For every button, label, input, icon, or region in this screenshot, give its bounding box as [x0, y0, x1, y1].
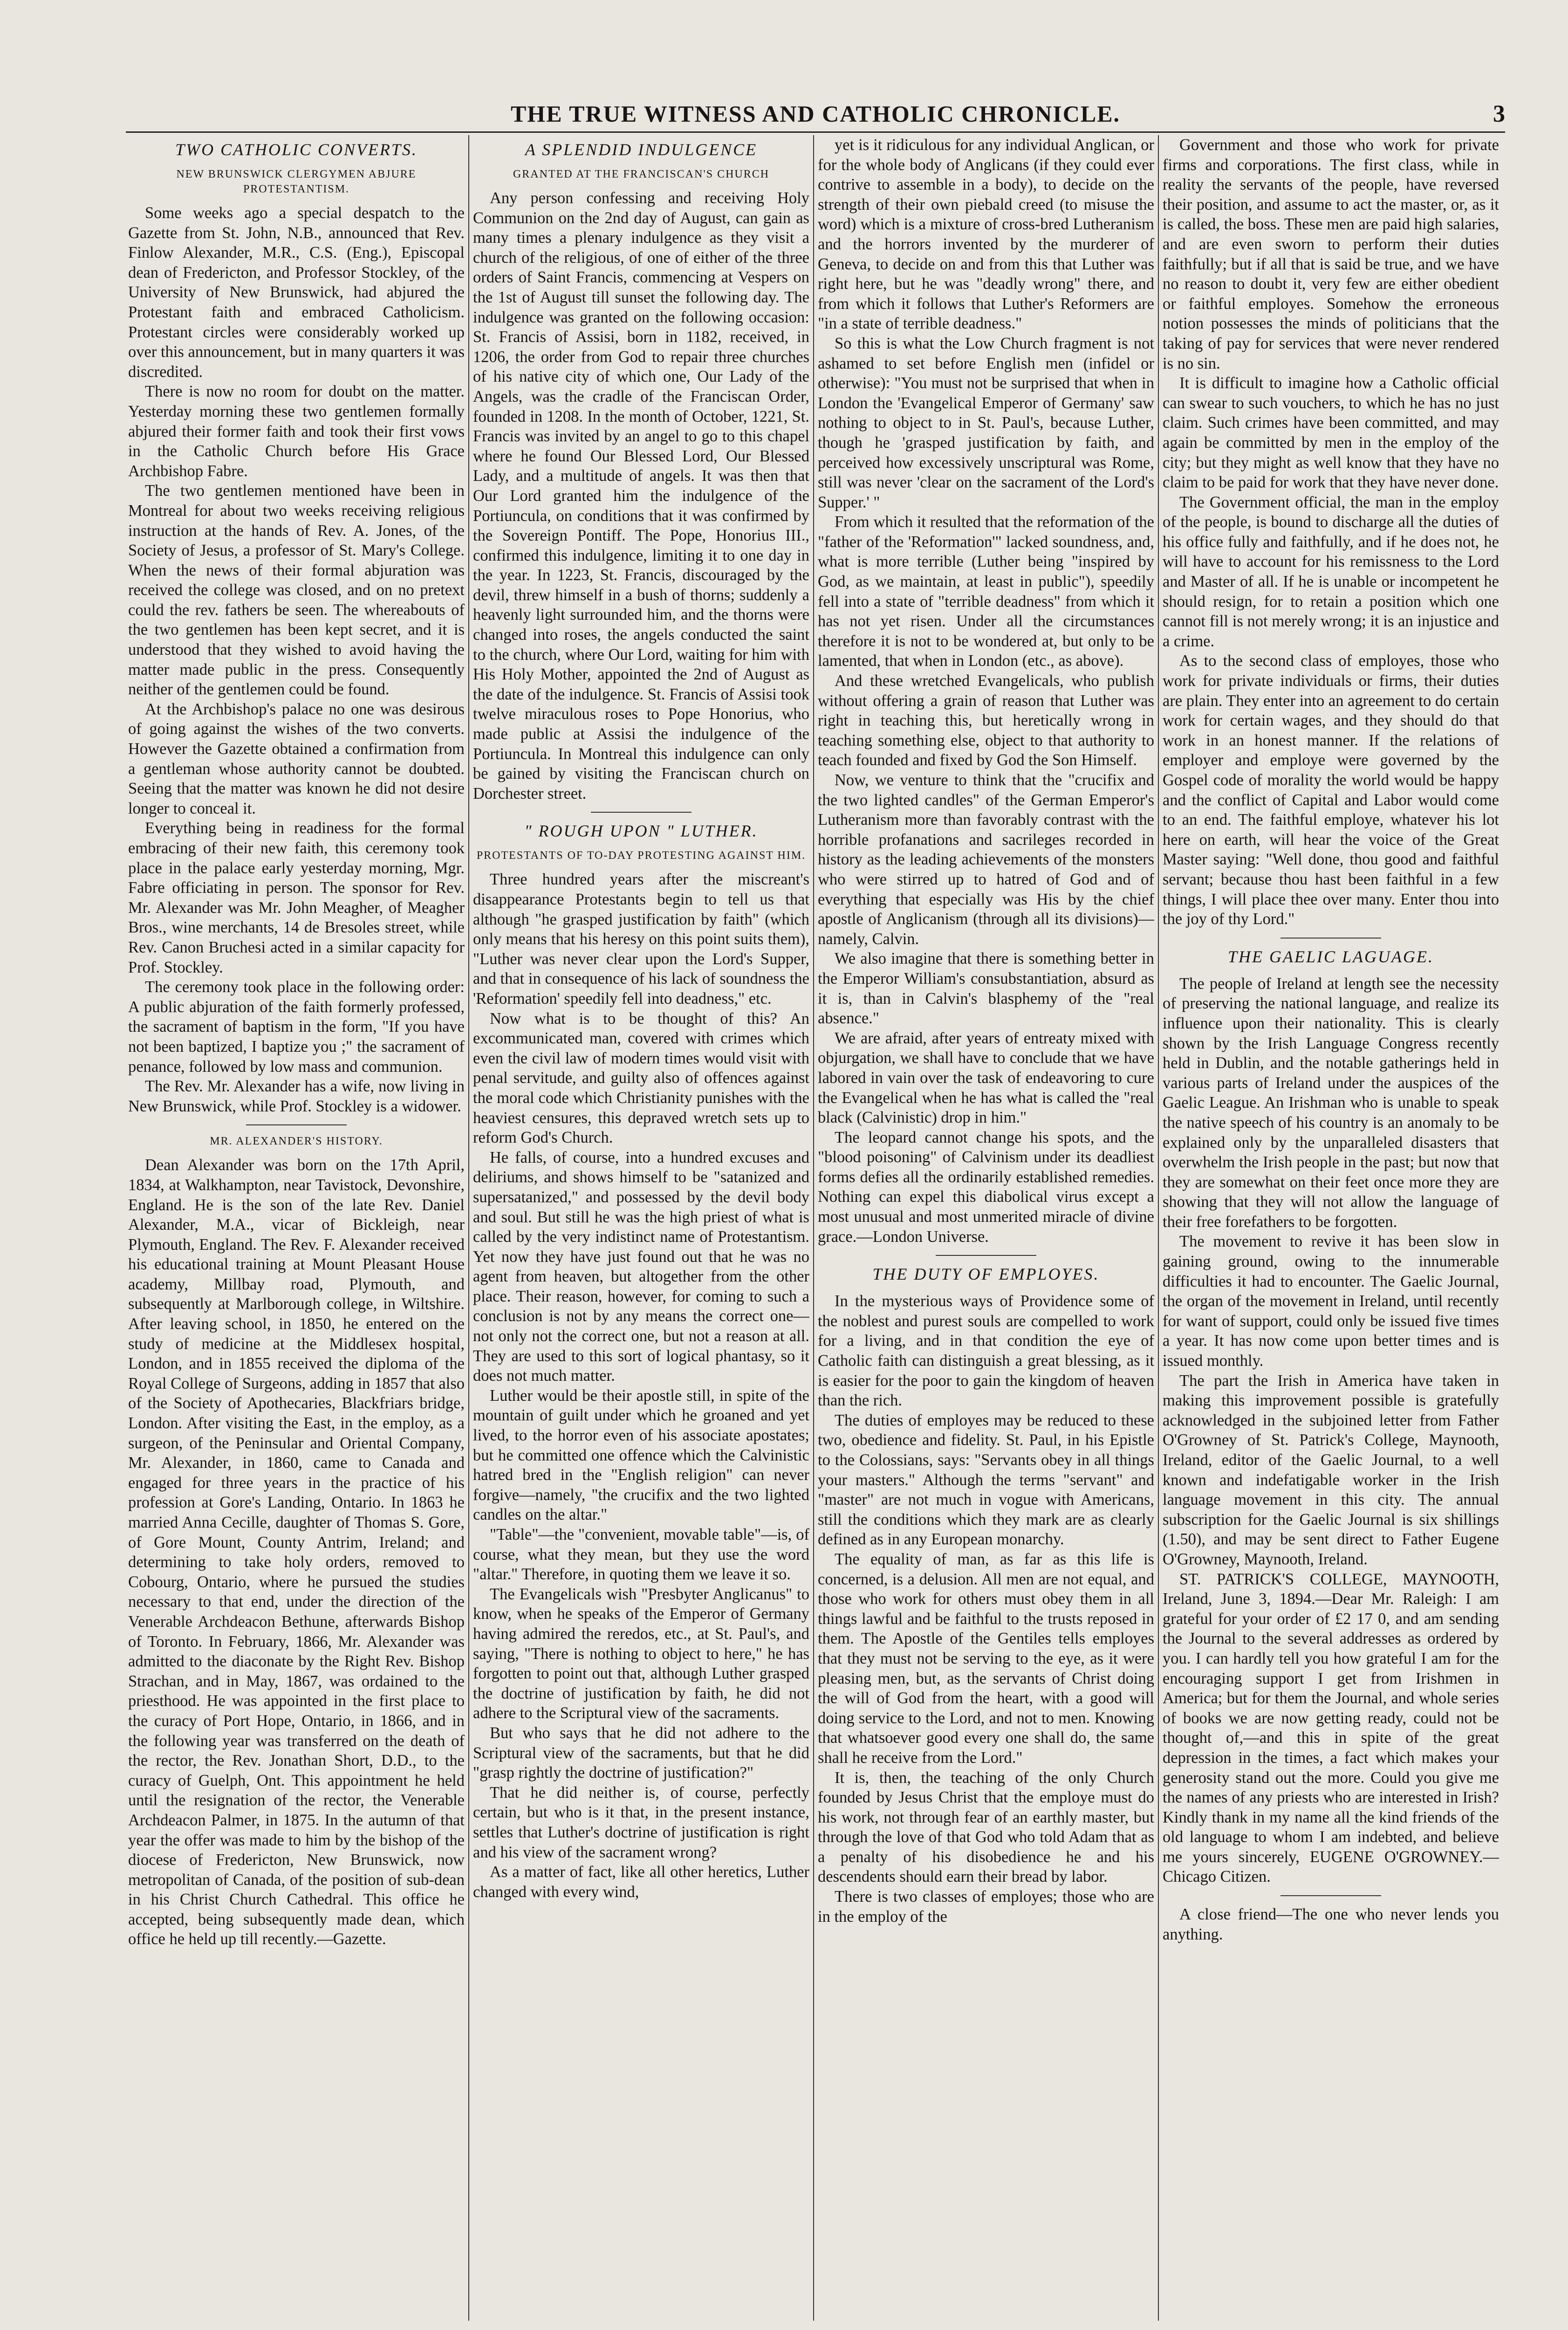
article-paragraph: There is now no room for doubt on the matter. Yesterday morning these two gentlemen formally abjured their former faith and took their first vows in the Catholic Church before His Grace Archbishop Fabre. [128, 383, 465, 480]
article-divider [591, 812, 692, 813]
article-headline: " ROUGH UPON " LUTHER. [524, 822, 758, 841]
column-1 [128, 135, 465, 2325]
article-paragraph: The ceremony took place in the following order: A public abjuration of the faith formerly professed, the sacrament of baptism in the form, "If you have not been baptized, I baptize you ;" the sacrament of penance, followed by low mass and communion. [128, 978, 465, 1076]
column-2 [473, 135, 809, 2325]
article-paragraph: The movement to revive it has been slow in gaining ground, owing to the innumerable difficulties it had to encounter. The Gaelic Journal, the organ of the movement in Ireland, until recently for want of support, could only be issued five times a year. It has now come upon better times and is issued monthly. [1163, 1233, 1499, 1370]
newspaper-title: THE TRUE WITNESS AND CATHOLIC CHRONICLE. [510, 101, 1121, 127]
column-4 [1163, 135, 1499, 2325]
article-paragraph: At the Archbishop's palace no one was desirous of going against the wishes of the two converts. However the Gazette obtained a confirmation from a gentleman whose authority cannot be doubted. Seeing that the matter was known he did not desire longer to conceal it. [128, 700, 465, 817]
article-paragraph: We also imagine that there is something better in the Emperor William's consubstantiation, absurd as it is, than in Calvin's blasphemy of the "real absence." [818, 950, 1154, 1028]
article-divider [936, 1255, 1037, 1256]
article-paragraph: Now what is to be thought of this? An excommunicated man, covered with crimes which even the civil law of modern times would visit with penal servitude, and guilty also of offences against the moral code which Christianity punishes with the heaviest censures, this depraved wretch sets up to reform God's Church. [473, 1009, 809, 1147]
article-headline: TWO CATHOLIC CONVERTS. [175, 140, 418, 159]
article-paragraph: Any person confessing and receiving Holy Communion on the 2nd day of August, can gain as many times a plenary indulgence as they visit a church of the religious, of one of either of the three orders of Saint Francis, commencing at Vespers on the 1st of August till sunset the following day. The indulgence was granted on the following occasion: St. Francis of Assisi, born in 1182, received, in 1206, the order from God to repair three churches of his native city of which one, Our Lady of the Angels, was the cradle of the Franciscan Order, founded in 1208. In the month of October, 1221, St. Francis was invited by an angel to go to this chapel where he found Our Blessed Lord, Our Blessed Lady, and a multitude of angels. It was then that Our Lord granted him the indulgence of the Portiuncula, on conditions that it was confirmed by the Sovereign Pontiff. The Pope, Honorius III., confirmed this indulgence, limiting it to one day in the year. In 1223, St. Francis, discouraged by the devil, threw himself in a bush of thorns; suddenly a heavenly light surrounded him, and the thorns were changed into roses, the angels conducted the saint to the church, where Our Lord, waiting for him with His Holy Mother, appointed the 2nd of August as the date of the indulgence. St. Francis of Assisi took twelve miraculous roses to Pope Honorius, who made public at Assisi the indulgence of the Portiuncula. In Montreal this indulgence can only be gained by visiting the Franciscan church on Dorchester street. [473, 189, 809, 802]
article-paragraph: The leopard cannot change his spots, and the "blood poisoning" of Calvinism under its deadliest forms defies all the ordinarily established remedies. Nothing can expel this diabolical virus except a most unusual and most unmerited miracle of divine grace.—London Universe. [818, 1128, 1154, 1246]
article-paragraph: Government and those who work for private firms and corporations. The first class, while in reality the servants of the people, have reversed their position, and assume to act the master, or, as it is called, the boss. These men are paid high salaries, and are even sworn to perform their duties faithfully; but if all that is said be true, and we have no reason to doubt it, very few are either obedient or faithful employes. Somehow the erroneous notion possesses the minds of politicians that the taking of pay for services that were never rendered is no sin. [1163, 136, 1499, 372]
column-3 [818, 135, 1154, 2325]
article-paragraph: "Table"—the "convenient, movable table"—is, of course, what they mean, but they use the word "altar." Therefore, in quoting them we leave it so. [473, 1526, 809, 1583]
article-paragraph: Dean Alexander was born on the 17th April, 1834, at Walkhampton, near Tavistock, Devonshire, England. He is the son of the late Rev. Daniel Alexander, M.A., vicar of Bickleigh, near Plymouth, England. The Rev. F. Alexander received his educational training at Mount Pleasant House academy, Millbay road, Plymouth, and subsequently at Marlborough college, in Wiltshire. After leaving school, in 1850, he entered on the study of medicine at the Middlesex hospital, London, and in 1855 received the diploma of the Royal College of Surgeons, adding in 1857 that also of the Society of Apothecaries, Blackfriars bridge, London. After visiting the East, in the employ, as a surgeon, of the Peninsular and Oriental Company, Mr. Alexander, in 1860, came to Canada and engaged for three years in the practice of his profession at Gore's Landing, Ontario. In 1863 he married Anna Cecille, daughter of Thomas S. Gore, of Gore Mount, County Antrim, Ireland; and determining to take holy orders, removed to Cobourg, Ontario, where he pursued the studies necessary to that end, under the direction of the Venerable Archdeacon Bethune, afterwards Bishop of Toronto. In February, 1866, Mr. Alexander was admitted to the diaconate by the Right Rev. Bishop Strachan, and in May, 1867, was ordained to the priesthood. He was appointed in the first place to the curacy of Port Hope, Ontario, in 1866, and in the following year was transferred on the death of the rector, the Rev. Jonathan Short, D.D., to the curacy of Guelph, Ont. This appointment he held until the resignation of the rector, the Venerable Archdeacon Palmer, in 1875. In the autumn of that year the offer was made to him by the bishop of the diocese of Fredericton, New Brunswick, now metropolitan of Canada, of the position of sub-dean in his Christ Church Cathedral. This office he accepted, being subsequently made dean, which office he held up till recently.—Gazette. [128, 1156, 465, 1948]
article-divider [246, 1124, 347, 1125]
column-divider [468, 135, 469, 2321]
masthead [126, 100, 1505, 128]
article-paragraph: But who says that he did not adhere to the Scriptural view of the sacraments, but that he did "grasp rightly the doctrine of justification?" [473, 1724, 809, 1782]
article-headline: THE DUTY OF EMPLOYES. [872, 1265, 1100, 1284]
article-paragraph: The Evangelicals wish "Presbyter Anglicanus" to know, when he speaks of the Emperor of Germany having admired the reredos, etc., at St. Paul's, and saying, "There is nothing to object to here," he has forgotten to point out that, although Luther grasped the doctrine of justification by faith, he did not adhere to the Scriptural view of the sacraments. [473, 1585, 809, 1722]
article-paragraph: Now, we venture to think that the "crucifix and the two lighted candles" of the German Emperor's Lutheranism more than favorably contrast with the horrible profanations and sacrileges recorded in history as the leading achievements of the monsters who were stirred up to hatred of God and of everything that especially was His by the chief apostle of Anglicanism (through all its divisions)—namely, Calvin. [818, 771, 1154, 948]
article-paragraph: ST. PATRICK'S COLLEGE, MAYNOOTH, Ireland, June 3, 1894.—Dear Mr. Raleigh: I am grateful for your order of £2 17 0, and am sending the Journal to the several addresses as ordered by you. I can hardly tell you how grateful I am for the encouraging support I get from Irishmen in America; but for them the Journal, and whole series of books we are now getting ready, could not be thought of,—and this in spite of the great depression in the times, a fact which makes your generosity stand out the more. Could you give me the names of any priests who are interested in Irish? Kindly thank in my name all the kind friends of the old language to whom I am indebted, and believe me yours sincerely, EUGENE O'GROWNEY.—Chicago Citizen. [1163, 1570, 1499, 1886]
article-paragraph: Some weeks ago a special despatch to the Gazette from St. John, N.B., announced that Rev. Finlow Alexander, M.R., C.S. (Eng.), Episcopal dean of Fredericton, and Professor Stockley, of the University of New Brunswick, had abjured the Protestant faith and embraced Catholicism. Protestant circles were considerably worked up over this announcement, but in many quarters it was discredited. [128, 204, 465, 381]
article-subhead: NEW BRUNSWICK CLERGYMEN ABJURE PROTESTANTISM. [176, 168, 417, 195]
article-paragraph: The two gentlemen mentioned have been in Montreal for about two weeks receiving religious instruction at the hands of Rev. A. Jones, of the Society of Jesus, a professor of St. Mary's College. When the news of their formal abjuration was received the college was closed, and on no pretext could the rev. fathers be seen. The whereabouts of the two gentlemen has been kept secret, and it is understood that they wished to avoid having the matter made public in the press. Consequently neither of the gentlemen could be found. [128, 482, 465, 699]
article-paragraph: And these wretched Evangelicals, who publish without offering a grain of reason that Luther was right in teaching this, but heretically wrong in teaching something else, object to that authority to teach founded and fixed by God the Son Himself. [818, 672, 1154, 769]
article-paragraph: Three hundred years after the miscreant's disappearance Protestants begin to tell us that although "he grasped justification by faith" (which only means that his heresy on this point suits them), "Luther was never clear upon the Lord's Supper, and that in consequence of his lack of soundness the 'Reformation' speedily fell into deadness," etc. [473, 870, 809, 1007]
article-paragraph: The equality of man, as far as this life is concerned, is a delusion. All men are not equal, and those who work for others must obey them in all things lawful and be faithful to the trusts reposed in them. The Apostle of the Gentiles tells employes that they must not be serving to the eye, as it were pleasing men, but, as the servants of Christ doing the will of God from the heart, with a good will doing service to the Lord, and not to men. Knowing that whatsoever good every one shall do, the same shall he receive from the Lord." [818, 1550, 1154, 1767]
article-paragraph: That he did neither is, of course, perfectly certain, but who is it that, in the present instance, settles that Luther's doctrine of justification is right and his view of the sacrament wrong? [473, 1783, 809, 1861]
article-paragraph: The duties of employes may be reduced to these two, obedience and fidelity. St. Paul, in his Epistle to the Colossians, says: "Servants obey in all things your masters." Although the terms "servant" and "master" are not much in vogue with Americans, still the conditions which they mark are as clearly defined as in any European monarchy. [818, 1411, 1154, 1549]
article-headline: A SPLENDID INDULGENCE [525, 140, 758, 159]
article-paragraph: The Rev. Mr. Alexander has a wife, now living in New Brunswick, while Prof. Stockley is a widower. [128, 1077, 465, 1115]
article-subhead: PROTESTANTS OF TO-DAY PROTESTING AGAINST HIM. [476, 850, 806, 862]
article-paragraph: So this is what the Low Church fragment is not ashamed to set before English men (infidel or otherwise): "You must not be surprised that when in London the 'Evangelical Emperor of Germany' saw nothing to object to in St. Paul's, because Luther, though he 'grasped justification by faith, and perceived how excessively unscriptural was Rome, still was never 'clear on the sacrament of the Lord's Supper.' " [818, 334, 1154, 511]
article-subhead: MR. ALEXANDER'S HISTORY. [210, 1135, 383, 1148]
article-subhead: GRANTED AT THE FRANCISCAN'S CHURCH [513, 168, 770, 180]
article-paragraph: From which it resulted that the reformation of the "father of the 'Reformation'" lacked soundness, and, what is more terrible (Luther being "inspired by God, as we maintain, at least in public"), speedily fell into a state of "terrible deadness" from which it has not yet risen. Under all the circumstances therefore it is not to be wondered at, but only to be lamented, that when in London (etc., as above). [818, 513, 1154, 670]
article-paragraph: It is difficult to imagine how a Catholic official can swear to such vouchers, to which he has no just claim. Such crimes have been committed, and may again be committed by men in the employ of the city; but they might as well know that they have no claim to be paid for work that they have never done. [1163, 374, 1499, 492]
article-divider [1280, 938, 1382, 939]
article-headline: THE GAELIC LAGUAGE. [1228, 947, 1434, 966]
article-paragraph: Everything being in readiness for the formal embracing of their new faith, this ceremony took place in the palace early yesterday morning, Mgr. Fabre officiating in person. The sponsor for Rev. Mr. Alexander was Mr. John Meagher, of Meagher Bros., wine merchants, 14 de Bresoles street, while Rev. Canon Bruchesi acted in a similar capacity for Prof. Stockley. [128, 819, 465, 976]
article-paragraph: It is, then, the teaching of the only Church founded by Jesus Christ that the employe must do his work, not through fear of an earthly master, but through the love of that God who told Adam that as a penalty of his disobedience he and his descendents should earn their bread by labor. [818, 1768, 1154, 1886]
column-divider [813, 135, 814, 2321]
article-paragraph: Luther would be their apostle still, in spite of the mountain of guilt under which he groaned and yet lived, to the horror even of his associate apostates; but he committed one offence which the Calvinistic hatred bred in the "English religion" can never forgive—namely, "the crucifix and the two lighted candles on the altar." [473, 1386, 809, 1524]
article-paragraph: As a matter of fact, like all other heretics, Luther changed with every wind, [473, 1863, 809, 1901]
article-paragraph: We are afraid, after years of entreaty mixed with objurgation, we shall have to conclude that we have labored in vain over the task of endeavoring to cure the Evangelical when he has what is called the "real black (Calvinistic) drop in him." [818, 1029, 1154, 1127]
article-paragraph: yet is it ridiculous for any individual Anglican, or for the whole body of Anglicans (if they could ever contrive to assemble in a body), to decide on the strength of their own piebald creed (to misuse the word) which is a mixture of cross-bred Lutheranism and the horrors invented by the murderer of Geneva, to decide on and from this that Luther was right here, but he was "deadly wrong" there, and from which it follows that Luther's Reformers are "in a state of terrible deadness." [818, 136, 1154, 333]
article-paragraph: In the mysterious ways of Providence some of the noblest and purest souls are compelled to work for a living, and in that condition the eye of Catholic faith can distinguish a great blessing, as it is easier for the poor to gain the kingdom of heaven than the rich. [818, 1292, 1154, 1410]
article-divider [1280, 1895, 1382, 1896]
article-paragraph: He falls, of course, into a hundred excuses and deliriums, and shows himself to be "satanized and supersatanized," and possessed by the devil body and soul. But still he was the high priest of what is called by the very indistinct name of Protestantism. Yet now they have just found out that he was no agent from heaven, but altogether from the other place. Their reason, however, for coming to such a conclusion is not by any means the correct one—not only not the correct one, but not a reason at all. They are used to this sort of logical phantasy, so it does not much matter. [473, 1148, 809, 1385]
article-paragraph: The part the Irish in America have taken in making this improvement possible is gratefully acknowledged in the subjoined letter from Father O'Growney of St. Patrick's College, Maynooth, Ireland, editor of the Gaelic Journal, to a well known and indefatigable worker in the Irish language movement in this city. The annual subscription for the Gaelic Journal is six shillings (1.50), and may be sent direct to Father Eugene O'Growney, Maynooth, Ireland. [1163, 1371, 1499, 1568]
masthead-rule [126, 131, 1505, 133]
page-number: 3 [1493, 101, 1505, 127]
article-paragraph: There is two classes of employes; those who are in the employ of the [818, 1888, 1154, 1926]
article-paragraph: As to the second class of employes, those who work for private individuals or firms, their duties are plain. They enter into an agreement to do certain work for certain wages, and they should do that work in an honest manner. If the relations of employer and employe were governed by the Gospel code of morality the world would be happy and the conflict of Capital and Labor would come to an end. The faithful employe, whatever his lot here on earth, will hear the voice of the Great Master saying: "Well done, thou good and faithful servant; because thou hast been faithful in a few things, I will place thee over many. Enter thou into the joy of thy Lord." [1163, 652, 1499, 928]
article-paragraph: The Government official, the man in the employ of the people, is bound to discharge all the duties of his office fully and faithfully, and if he does not, he will have to account for his remissness to the Lord and Master of all. If he is unable or incompetent he should resign, for to retain a position which one cannot fill is not merely wrong; it is an injustice and a crime. [1163, 493, 1499, 650]
column-divider [1158, 135, 1159, 2321]
article-paragraph: The people of Ireland at length see the necessity of preserving the national language, and realize its influence upon their nationality. This is clearly shown by the Irish Language Congress recently held in Dublin, and the notable gatherings held in various parts of Ireland under the auspices of the Gaelic League. An Irishman who is unable to speak the native speech of his country is an anomaly to be explained only by the unparalleled disasters that overwhelm the Irish people in the past; but now that they are somewhat on their feet once more they are showing that they will not allow the language of their free forefathers to be forgotten. [1163, 974, 1499, 1231]
article-paragraph: A close friend—The one who never lends you anything. [1163, 1905, 1499, 1943]
